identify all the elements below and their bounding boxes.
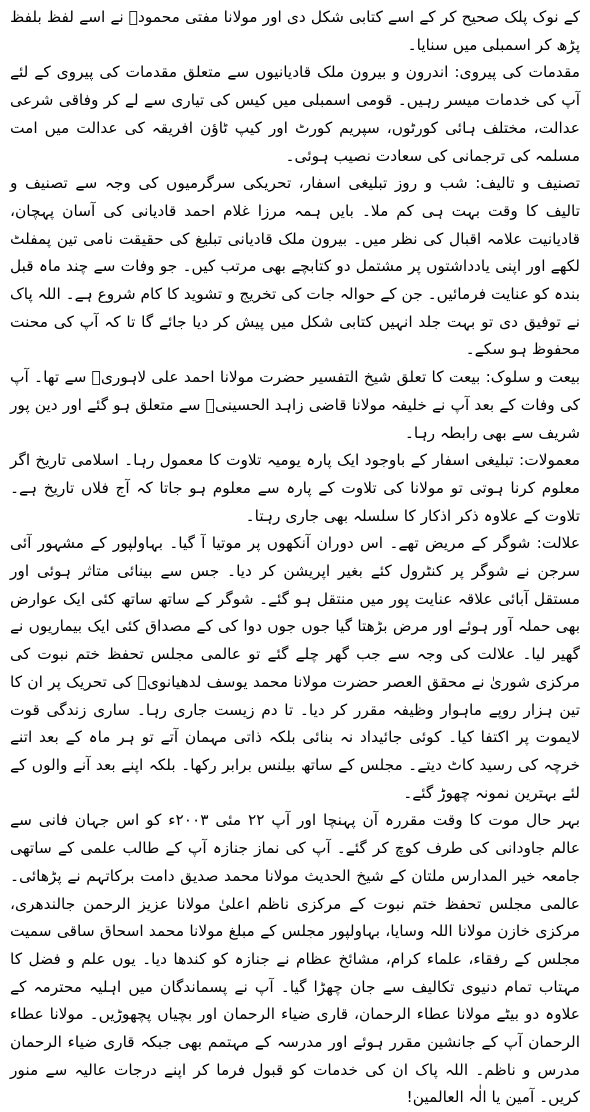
- section-heading: معمولات:: [513, 451, 580, 470]
- paragraph-allegiance: [10, 364, 580, 447]
- section-heading: تصنیف و تالیف:: [467, 174, 580, 193]
- paragraph-text: اندرون و بیرون ملک قادیانیوں سے متعلق مقدمات کی پیروی کے لئے آپ کی خدمات میسر رہیں۔ قومی اسمبلی میں کیس کی تیاری سے لے کر وفاقی شرعی عدالت، مختلف ہائی کورٹوں، سپریم کورٹ اور کیپ ٹاؤن افریقہ کی عدالت میں امت مسلمہ کی ترجمانی کی سعادت نصیب ہوئی۔: [10, 63, 580, 165]
- paragraph-text: شوگر کے مریض تھے۔ اس دوران آنکھوں پر موتیا آ گیا۔ بہاولپور کے مشہور آئی سرجن نے شوگر پر کنٹرول کئے بغیر اپریشن کر دیا۔ جس سے بینائی متاثر ہوئی اور مستقل آبائی علاقہ عنایت پور میں منتقل ہو گئے۔ شوگر کے ساتھ ساتھ کئی ایک عوارض بھی حملہ آور ہوئے اور مرض بڑھتا گیا جوں جوں دوا کی کے مصداق کئی ایک بیماریوں نے گھیر لیا۔ علالت کی وجہ سے جب گھر چلے گئے تو عالمی مجلس تحفظ ختم نبوت کی مرکزی شوریٰ نے محقق العصر حضرت مولانا محمد یوسف لدھیانویؒ کی تحریک پر ان کا تین ہزار روپے ماہوار وظیفہ مقرر کر دیا۔ تا دم زیست جاری رہا۔ ساری زندگی قوت لایموت پر اکتفا کیا۔ کوئی جائیداد نہ بنائی بلکہ ذاتی مہمان آتے تو ہر ماہ کے بعد اتنے خرچہ کی رسید کاٹ دیتے۔ مجلس کے ساتھ بیلنس برابر رکھا۔ بلکہ اپنے بعد آنے والوں کے لئے بہترین نمونہ چھوڑ گئے۔: [10, 534, 580, 802]
- paragraph-death: [10, 807, 580, 1112]
- paragraph-court-cases: [10, 59, 580, 170]
- paragraph-text: بہر حال موت کا وقت مقررہ آن پہنچا اور آپ ۲۲ مئی ۲۰۰۳ء کو اس جہان فانی سے عالم جاودانی کی طرف کوچ کر گئے۔ آپ کی نماز جنازہ آپ کے طالب علمی کے ساتھی جامعہ خیر المدارس ملتان کے شیخ الحدیث مولانا محمد صدیق دامت برکاتہم نے پڑھائی۔ عالمی مجلس تحفظ ختم نبوت کے مرکزی ناظم اعلیٰ مولانا عزیز الرحمن جالندھری، مرکزی خازن مولانا اللہ وسایا، بہاولپور مجلس کے مبلغ مولانا محمد اسحاق ساقی سمیت مجلس کے رفقاء، علماء کرام، مشائخ عظام نے جنازہ کو کندھا دیا۔ یوں علم و فضل کا مہتاب تمام دنیوی تکالیف سے جان چھڑا گیا۔ آپ نے پسماندگان میں اہلیہ محترمہ کے علاوہ دو بیٹے مولانا عطاء الرحمان، قاری ضیاء الرحمان اور بچیاں پچھوڑیں۔ مولانا عطاء الرحمان آپ کے جانشین مقرر ہوئے اور مدرسہ کے مہتمم بھی جبکہ قاری ضیاء الرحمان مدرس و ناظم۔ اللہ پاک ان کی خدمات کو قبول فرما کر اپنے درجات عالیہ سے منور کریں۔ آمین یا الٰہ العالمین!: [10, 811, 580, 1107]
- paragraph-text: کے نوک پلک صحیح کر کے اسے کتابی شکل دی اور مولانا مفتی محمودؒ نے اسے لفظ بلفظ پڑھ کر اسمبلی میں سنایا۔: [10, 8, 580, 54]
- paragraph-routine: [10, 447, 580, 530]
- paragraph-text: بیعت کا تعلق شیخ التفسیر حضرت مولانا احمد علی لاہوریؒ سے تھا۔ آپ کی وفات کے بعد آپ نے خلیفہ مولانا قاضی زاہد الحسینیؒ سے متعلق ہو گئے اور دین پور شریف سے بھی رابطہ رہا۔: [10, 368, 580, 442]
- paragraph-writings: [10, 170, 580, 364]
- paragraph-intro: [10, 4, 580, 59]
- paragraph-text: تبلیغی اسفار کے باوجود ایک پارہ یومیہ تلاوت کا معمول رہا۔ اسلامی تاریخ اگر معلوم کرنا ہوتی تو مولانا کی تلاوت کے پارہ سے معلوم ہو جاتا کہ آج فلاں تاریخ ہے۔ تلاوت کے علاوہ ذکر اذکار کا سلسلہ بھی جاری رہتا۔: [10, 451, 580, 525]
- paragraph-text: شب و روز تبلیغی اسفار، تحریکی سرگرمیوں کی وجہ سے تصنیف و تالیف کا وقت بہت ہی کم ملا۔ بایں ہمہ مرزا غلام احمد قادیانی کی آسان پہچان، قادیانیت علامہ اقبال کی نظر میں۔ بیرون ملک قادیانی تبلیغ کی حقیقت نامی تین پمفلٹ لکھے اور اپنی یادداشتوں پر مشتمل دو کتابچے بھی مرتب کیں۔ جو وفات سے چند ماہ قبل بندہ کو عنایت فرمائیں۔ جن کے حوالہ جات کی تخریج و تشوید کا کام شروع ہے۔ اللہ پاک نے توفیق دی تو بہت جلد انہیں کتابی شکل میں پیش کر دیا جائے گا تا کہ آپ کی محنت محفوظ ہو سکے۔: [10, 174, 580, 359]
- section-heading: بیعت و سلوک:: [480, 368, 580, 387]
- section-heading: علالت:: [530, 534, 580, 553]
- paragraph-illness: [10, 530, 580, 807]
- section-heading: مقدمات کی پیروی:: [448, 63, 580, 82]
